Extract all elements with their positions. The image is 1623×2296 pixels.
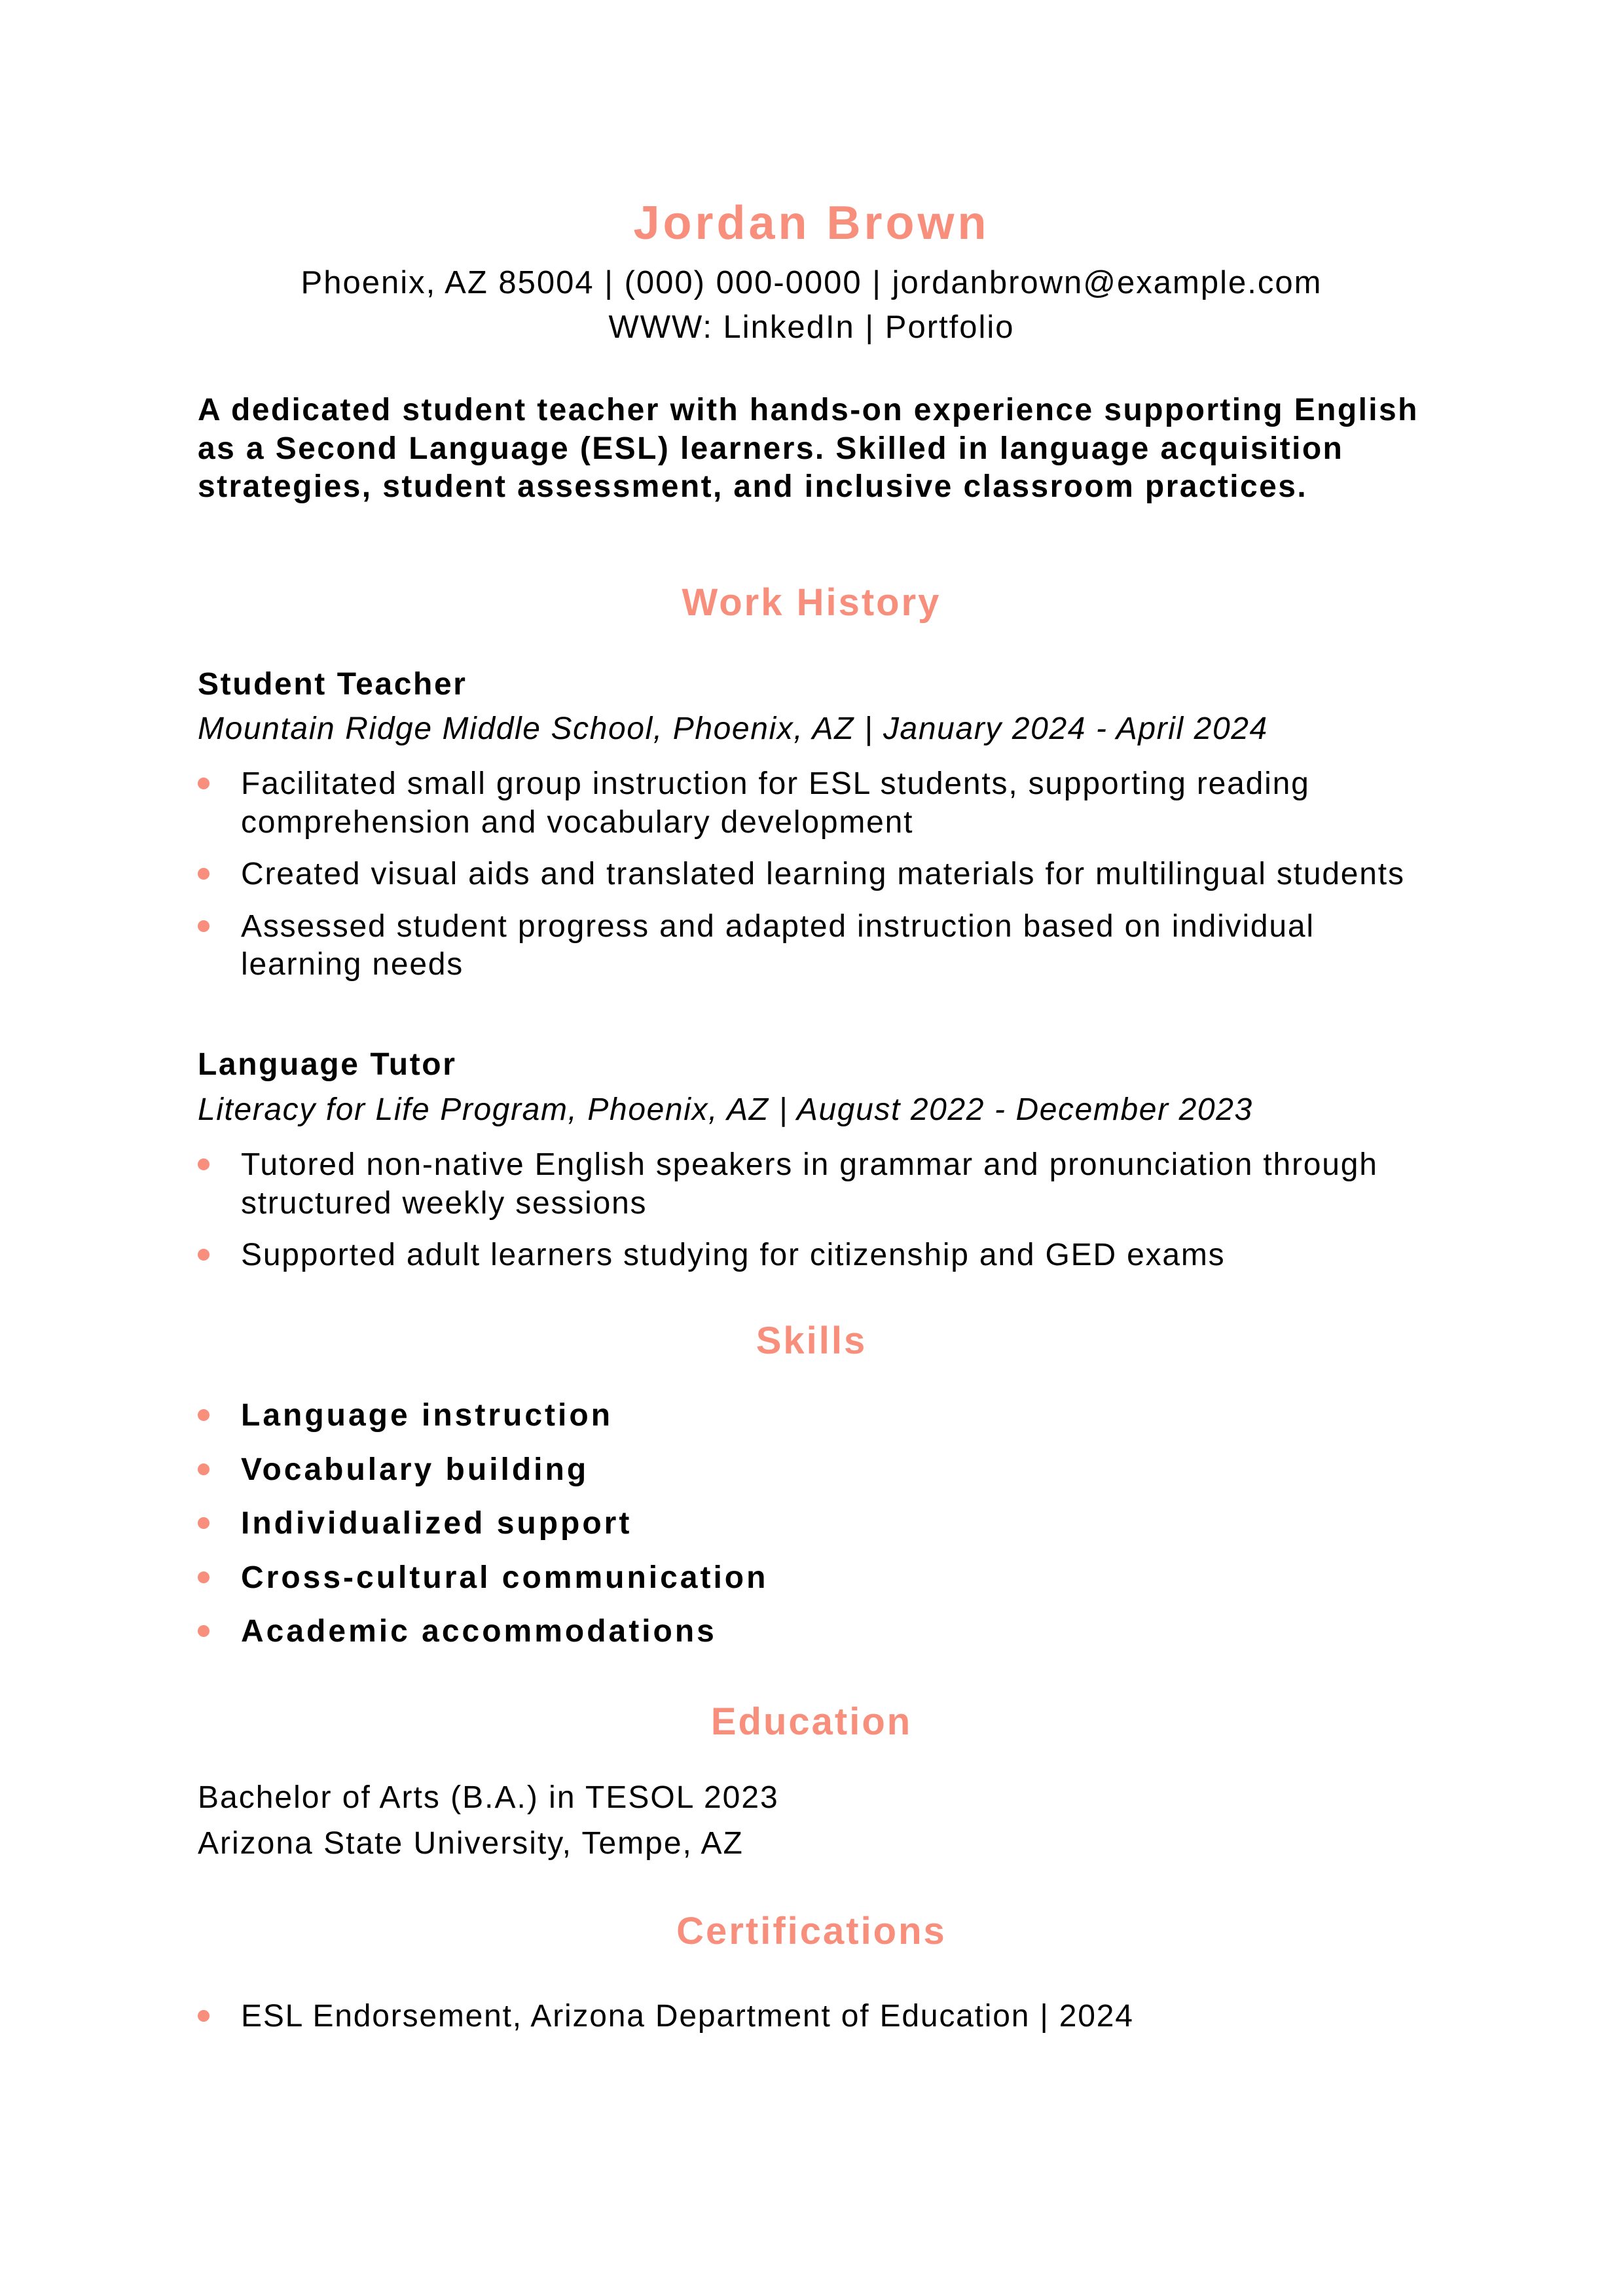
skill-text: Cross-cultural communication bbox=[241, 1560, 769, 1595]
bullet-icon bbox=[198, 1158, 210, 1170]
bullet-icon bbox=[198, 1249, 210, 1261]
list-item bbox=[198, 1505, 1442, 1543]
skill-text: Academic accommodations bbox=[241, 1614, 717, 1649]
portfolio-link[interactable]: Portfolio bbox=[884, 310, 1015, 345]
section-heading-certifications: Certifications bbox=[676, 1910, 947, 1952]
list-item bbox=[198, 1397, 1442, 1435]
links-line bbox=[0, 312, 1623, 344]
linkedin-link[interactable]: LinkedIn bbox=[723, 310, 855, 345]
section-heading-education: Education bbox=[710, 1700, 913, 1743]
section-heading-work-history: Work History bbox=[682, 581, 941, 624]
list-item bbox=[198, 1998, 1442, 2036]
section-heading-skills: Skills bbox=[756, 1319, 867, 1362]
contact-line: Phoenix, AZ 85004 | (000) 000-0000 | jordanbrown@example.com bbox=[301, 265, 1322, 300]
list-item bbox=[198, 1146, 1442, 1223]
list-item bbox=[198, 1559, 1442, 1598]
bullet-icon bbox=[198, 920, 210, 932]
bullet-icon bbox=[198, 1463, 210, 1475]
education-degree: Bachelor of Arts (B.A.) in TESOL 2023 bbox=[198, 1780, 779, 1815]
links-prefix: WWW: bbox=[608, 310, 723, 345]
skill-text: Language instruction bbox=[241, 1398, 613, 1433]
skills-list bbox=[198, 1397, 1442, 1667]
list-item bbox=[198, 1236, 1442, 1275]
list-item bbox=[198, 908, 1442, 984]
list-item bbox=[198, 1613, 1442, 1651]
list-item bbox=[198, 765, 1442, 842]
candidate-name: Jordan Brown bbox=[633, 197, 990, 249]
bullet-icon bbox=[198, 1625, 210, 1637]
links-separator: | bbox=[854, 310, 885, 345]
bullet-icon bbox=[198, 1517, 210, 1529]
bullet-icon bbox=[198, 1409, 210, 1421]
job-bullets bbox=[198, 765, 1442, 998]
professional-summary: A dedicated student teacher with hands-on experience supporting English as a Second Language (ESL) learners. Skilled in language acquisition strategies, student assessment, and inclusive classroom practices. bbox=[198, 393, 1419, 504]
bullet-text: Tutored non-native English speakers in grammar and pronunciation through structured weekly sessions bbox=[241, 1147, 1378, 1221]
bullet-text: Assessed student progress and adapted instruction based on individual learning needs bbox=[241, 908, 1315, 982]
list-item bbox=[198, 1451, 1442, 1490]
skill-text: Individualized support bbox=[241, 1506, 632, 1541]
bullet-text: Supported adult learners studying for citizenship and GED exams bbox=[241, 1238, 1226, 1272]
bullet-text: Facilitated small group instruction for ESL students, supporting reading comprehension and vocabulary development bbox=[241, 766, 1310, 840]
job-title: Language Tutor bbox=[198, 1047, 457, 1082]
certification-text: ESL Endorsement, Arizona Department of Education | 2024 bbox=[241, 1999, 1134, 2034]
job-meta: Literacy for Life Program, Phoenix, AZ | August 2022 - December 2023 bbox=[198, 1092, 1253, 1127]
bullet-icon bbox=[198, 868, 210, 880]
job-meta: Mountain Ridge Middle School, Phoenix, AZ | January 2024 - April 2024 bbox=[198, 711, 1268, 746]
certifications-list bbox=[198, 1998, 1442, 2050]
job-bullets bbox=[198, 1146, 1442, 1289]
skill-text: Vocabulary building bbox=[241, 1452, 589, 1487]
job-title: Student Teacher bbox=[198, 667, 467, 702]
bullet-icon bbox=[198, 1571, 210, 1583]
education-school: Arizona State University, Tempe, AZ bbox=[198, 1826, 744, 1861]
bullet-icon bbox=[198, 2010, 210, 2022]
bullet-icon bbox=[198, 778, 210, 789]
bullet-text: Created visual aids and translated learning materials for multilingual students bbox=[241, 857, 1405, 891]
list-item bbox=[198, 855, 1442, 894]
